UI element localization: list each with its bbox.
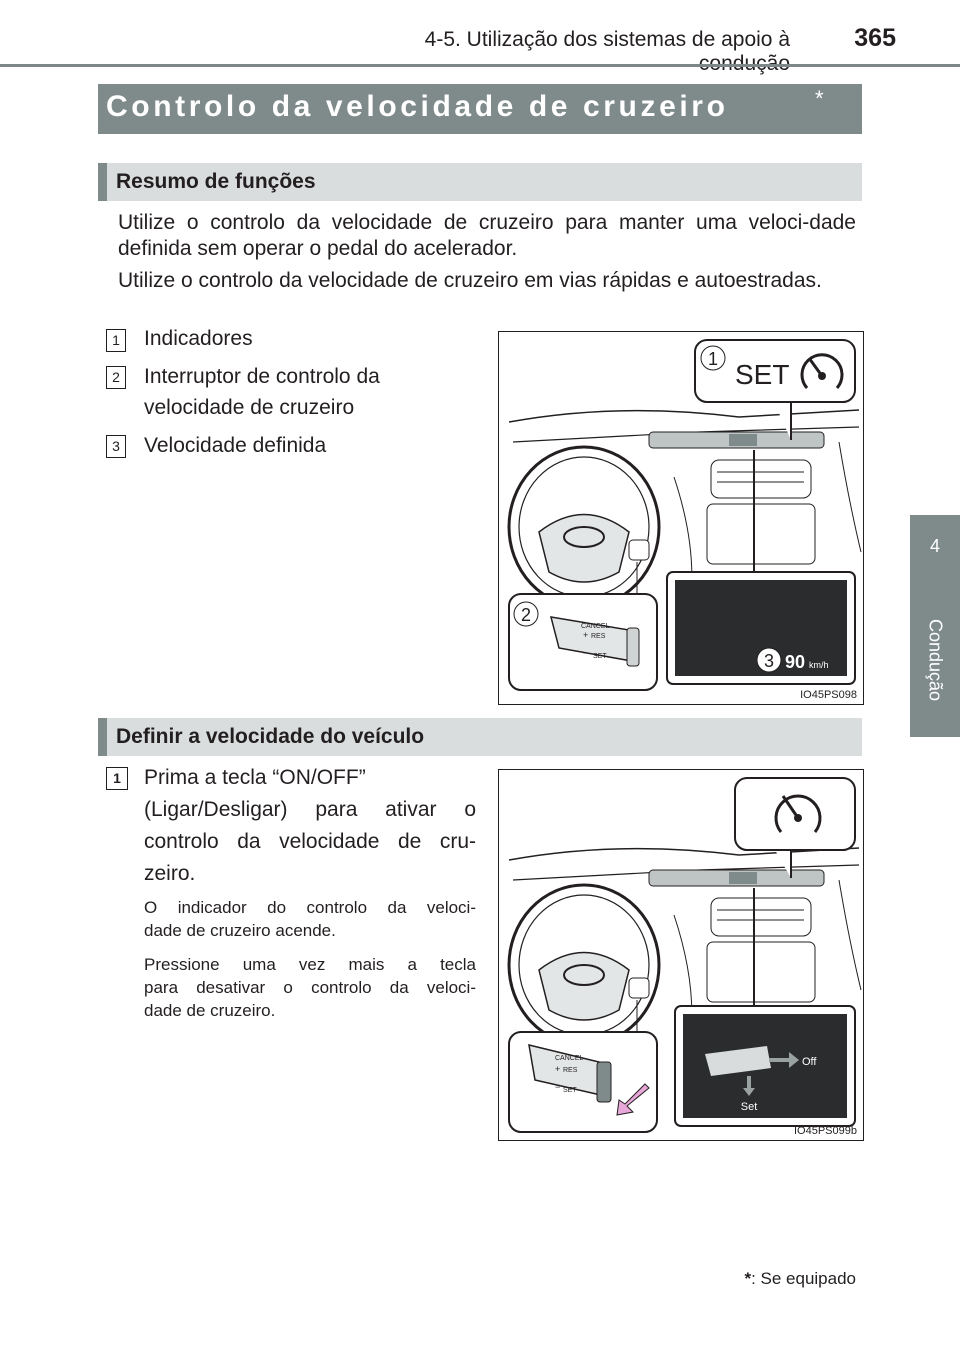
- intro-paragraph-2: Utilize o controlo da velocidade de cruzeiro em vias rápidas e autoestradas.: [118, 269, 822, 292]
- svg-text:RES: RES: [563, 1067, 578, 1074]
- callout-1-text: 1: [707, 349, 719, 369]
- step-note-indicator: O indicador do controlo da veloci- dade de cruzeiro acende.: [144, 898, 476, 940]
- svg-text:SET: SET: [593, 653, 607, 660]
- set-label: Set: [740, 1101, 758, 1113]
- section-heading-label: Definir a velocidade do veículo: [116, 725, 425, 748]
- step-text-1: Prima a tecla “ON/OFF” (Ligar/Desligar) para ativar o controlo da velocidade de cru- zeiro.: [144, 766, 476, 885]
- running-header: 4-5. Utilização dos sistemas de apoio à: [424, 28, 790, 51]
- figure-code: IO45PS098: [800, 689, 857, 701]
- heading-accent-bar: [98, 718, 107, 756]
- page-title-band: [98, 84, 862, 134]
- callout-3-text: 3: [763, 651, 775, 671]
- svg-text:CANCEL: CANCEL: [555, 1055, 584, 1062]
- item-label-switch-line1: Interruptor de controlo da: [144, 365, 380, 388]
- header-rule: [0, 64, 960, 67]
- intro-paragraph-1: Utilize o controlo da velocidade de cruzeiro para manter uma veloci-dade definida sem operar o pedal do acelerador.: [118, 211, 856, 260]
- footnote: [720, 1269, 856, 1289]
- svg-text:−: −: [555, 1082, 561, 1092]
- page-title: Controlo da velocidade de cruzeiro: [106, 90, 729, 123]
- svg-text:CANCEL: CANCEL: [581, 623, 610, 630]
- title-marker: *: [815, 86, 824, 111]
- callout-2-text: 2: [520, 605, 532, 625]
- off-label: Off: [802, 1056, 817, 1068]
- figure-cruise-overview: [498, 331, 864, 705]
- figure-code: IO45PS099b: [794, 1125, 857, 1137]
- item-label-indicators: Indicadores: [144, 327, 253, 350]
- chapter-tab-number: 4: [929, 536, 940, 556]
- set-speed-value: 90: [785, 652, 806, 672]
- heading-accent-bar: [98, 163, 107, 201]
- dashboard-illustration: [499, 332, 863, 704]
- set-indicator-text: SET: [735, 359, 790, 390]
- svg-text:+: +: [583, 630, 589, 640]
- footnote-text: : Se equipado: [751, 1269, 856, 1288]
- item-number-1: 1: [106, 329, 126, 352]
- chapter-tab-label: Condução: [925, 618, 946, 702]
- step-note-disable: Pressione uma vez mais a tecla para desativar o controlo da veloci- dade de cruzeiro.: [144, 955, 476, 1020]
- page-number: 365: [854, 24, 896, 52]
- step-number-1: 1: [106, 767, 128, 790]
- svg-text:+: +: [555, 1064, 561, 1074]
- svg-text:−: −: [583, 648, 589, 658]
- svg-text:SET: SET: [563, 1087, 577, 1094]
- figure-activate-cruise: [498, 769, 864, 1141]
- item-number-3: 3: [106, 435, 126, 458]
- item-label-set-speed: Velocidade definida: [144, 434, 327, 457]
- svg-text:RES: RES: [591, 633, 606, 640]
- set-speed-unit: km/h: [809, 660, 829, 670]
- section-heading-set-speed: [98, 718, 862, 756]
- dashboard-illustration: [499, 770, 863, 1140]
- item-label-switch-line2: velocidade de cruzeiro: [144, 396, 355, 419]
- item-number-2: 2: [106, 366, 126, 389]
- section-heading-summary: [98, 163, 862, 201]
- section-heading-label: Resumo de funções: [116, 170, 316, 193]
- footnote-marker: *: [744, 1269, 752, 1288]
